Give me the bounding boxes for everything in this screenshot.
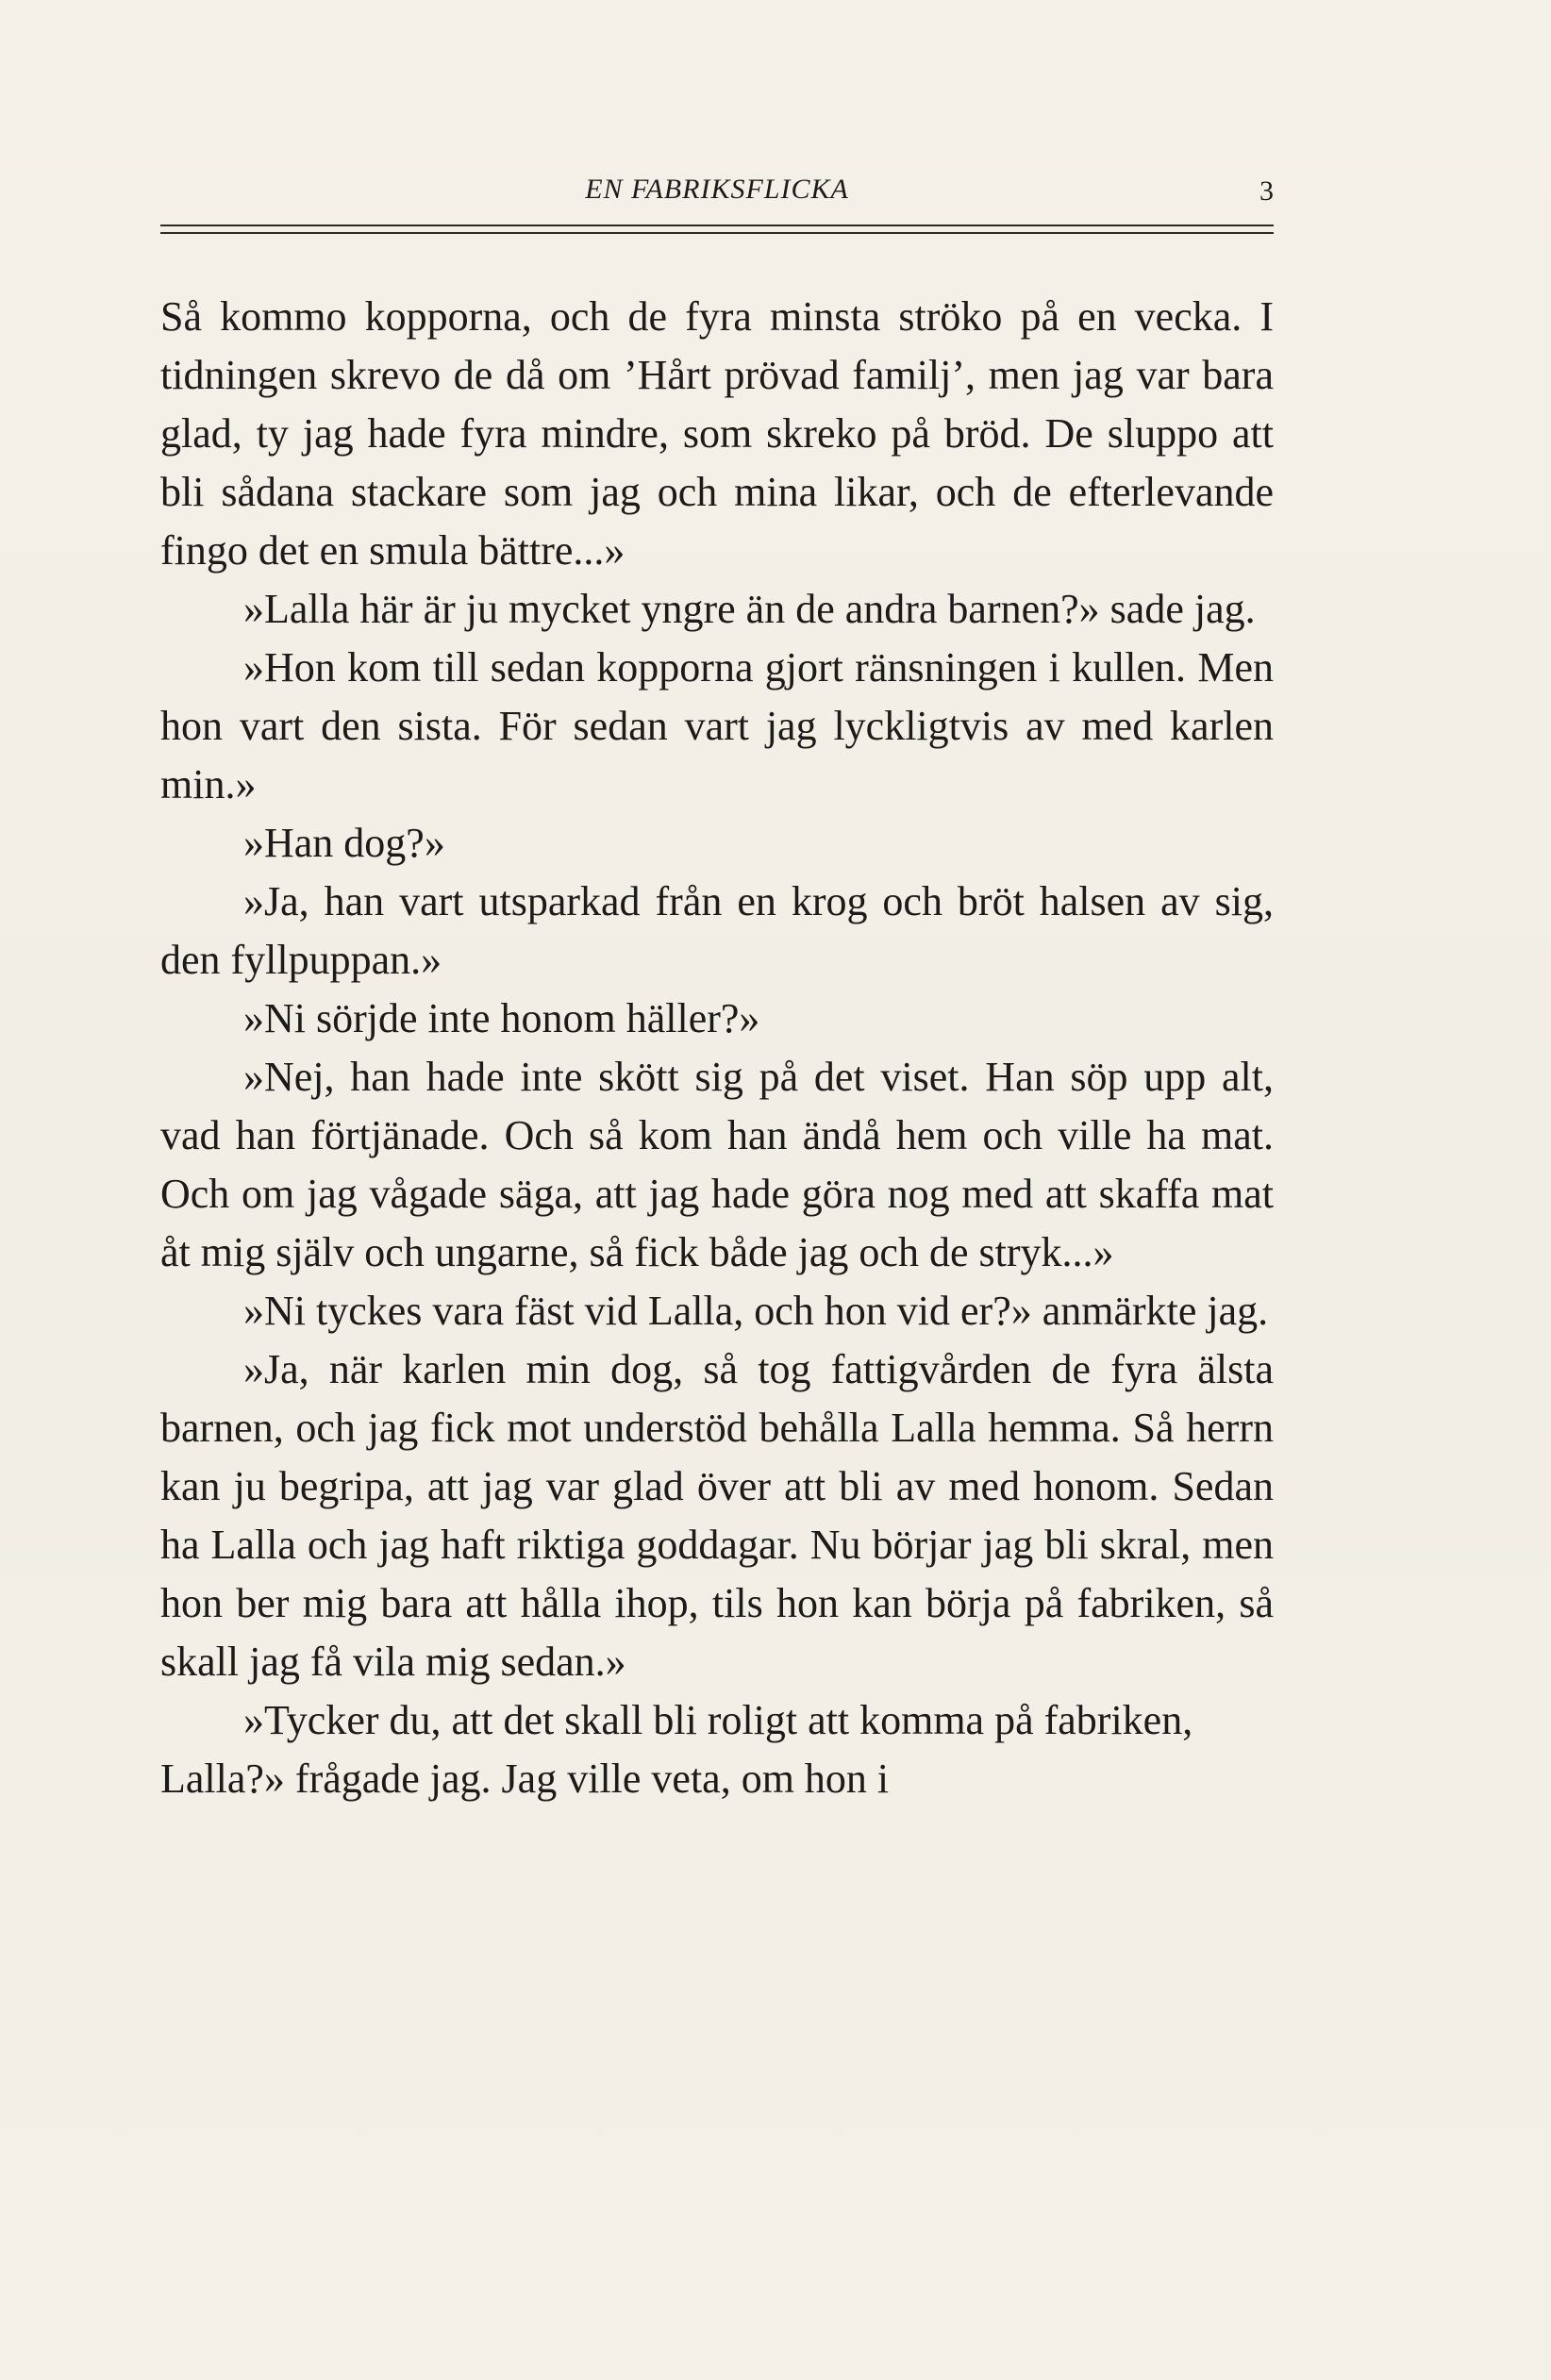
paragraph-10: »Tycker du, att det skall bli roligt att komma på fabriken, Lalla?» frågade jag. Jag ville veta, om hon i: [160, 1697, 1193, 1802]
paragraph-1: Så kommo kopporna, och de fyra minsta ströko på en vecka. I tidningen skrevo de då om ’Hårt prövad familj’, men jag var bara glad, ty jag hade fyra mindre, som skreko på bröd. De sluppo att bli sådana stackare som jag och mina likar, och de efterlevande fingo det en smula bättre...»: [160, 293, 1274, 574]
paragraph-9: »Ja, när karlen min dog, så tog fattigvården de fyra älsta barnen, och jag fick mot understöd behålla Lalla hemma. Så herrn kan ju begripa, att jag var glad över att bli av med honom. Sedan ha Lalla och jag haft riktiga goddagar. Nu börjar jag bli skral, men hon ber mig bara att hålla ihop, tils hon kan börja på fabriken, så skall jag få vila mig sedan.»: [160, 1346, 1274, 1685]
page-number: 3: [1259, 175, 1274, 207]
paragraph-6: »Ni sörjde inte honom häller?»: [243, 995, 760, 1041]
paragraph-3: »Hon kom till sedan kopporna gjort ränsningen i kullen. Men hon vart den sista. För sedan vart jag lyckligtvis av med karlen min.»: [160, 644, 1274, 807]
running-head: [160, 170, 1274, 217]
paragraph-5: »Ja, han vart utsparkad från en krog och bröt halsen av sig, den fyllpuppan.»: [160, 878, 1274, 983]
body-text: [160, 288, 1274, 1808]
paragraph-7: »Nej, han hade inte skött sig på det viset. Han söp upp alt, vad han förtjänade. Och så kom han ändå hem och ville ha mat. Och om jag vågade säga, att jag hade göra nog med att skaffa mat åt mig själv och ungarne, så fick både jag och de stryk...»: [160, 1054, 1274, 1275]
paragraph-8: »Ni tyckes vara fäst vid Lalla, och hon vid er?» anmärkte jag.: [243, 1288, 1269, 1334]
running-title: EN FABRIKSFLICKA: [585, 174, 849, 205]
paragraph-2: »Lalla här är ju mycket yngre än de andra barnen?» sade jag.: [243, 586, 1256, 632]
paragraph-4: »Han dog?»: [243, 820, 445, 866]
header-rule: [160, 225, 1274, 234]
